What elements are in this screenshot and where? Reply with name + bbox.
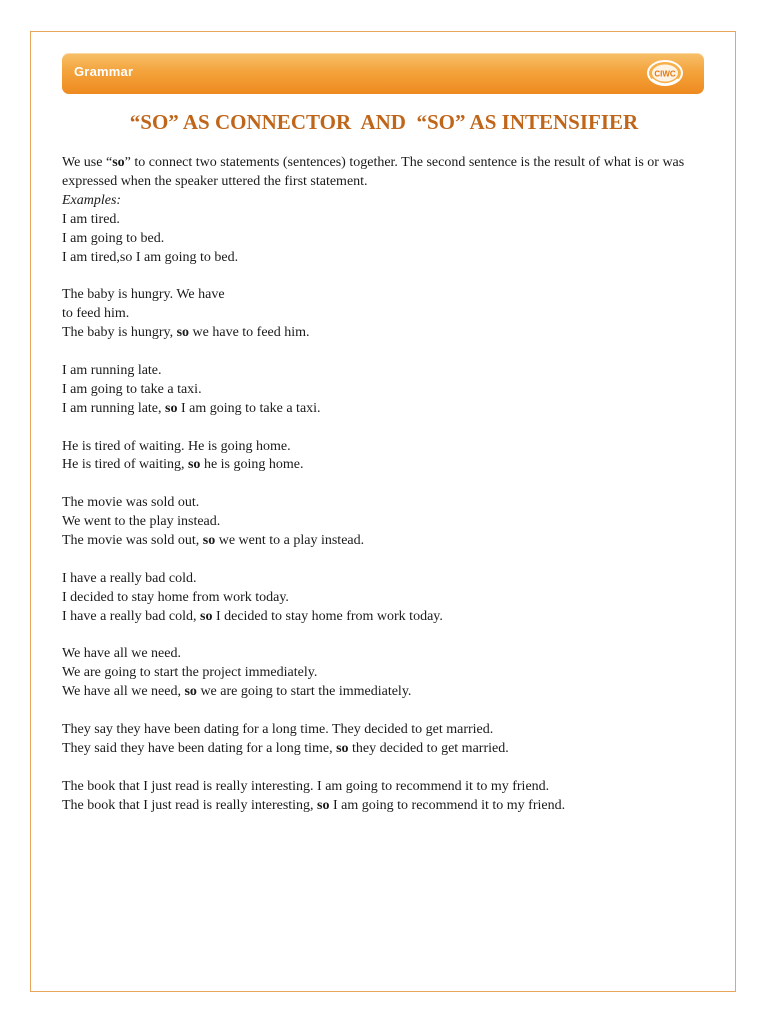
combined-sentence <box>62 532 712 551</box>
combined-before: They said they have been dating for a long time, <box>62 740 337 756</box>
examples-label: Examples: <box>62 192 122 208</box>
connector-keyword: so <box>317 797 330 813</box>
logo-text: CIWC <box>654 69 676 79</box>
example-sentence: The movie was sold out. <box>62 495 200 511</box>
example-sentence: I am tired. <box>62 211 120 227</box>
group-spacer <box>62 702 712 721</box>
section-banner <box>62 53 704 94</box>
example-group <box>62 362 712 419</box>
example-groups <box>62 211 712 816</box>
connector-keyword: so <box>176 325 190 341</box>
combined-before: I am running late, <box>62 400 166 416</box>
connector-keyword: so <box>200 608 213 624</box>
intro-paragraph <box>62 154 712 192</box>
intro-keyword: so <box>112 155 125 170</box>
brand-logo-icon <box>646 59 684 87</box>
combined-after: I decided to stay home from work today. <box>212 608 443 624</box>
combined-after: I am going to recommend it to my friend. <box>329 797 566 813</box>
connector-keyword: so <box>119 249 133 265</box>
combined-after: we are going to start the immediately. <box>196 684 412 700</box>
group-spacer <box>62 343 712 362</box>
example-sentence: We went to the play instead. <box>62 514 221 530</box>
combined-sentence <box>62 797 712 816</box>
combined-after: I am going to bed. <box>132 249 239 265</box>
example-sentence: He is tired of waiting. He is going home. <box>62 438 291 454</box>
combined-sentence <box>62 683 712 702</box>
group-spacer <box>62 419 712 438</box>
banner-label: Grammar <box>74 64 134 79</box>
connector-keyword: so <box>184 684 197 700</box>
example-sentence: I decided to stay home from work today. <box>62 589 289 605</box>
example-sentence: to feed him. <box>62 306 130 322</box>
combined-after: I am going to take a taxi. <box>177 400 321 416</box>
group-spacer <box>62 627 712 646</box>
page-title: “SO” AS CONNECTOR AND “SO” AS INTENSIFIER <box>129 110 639 134</box>
combined-before: I have a really bad cold, <box>62 608 200 624</box>
combined-sentence <box>62 400 712 419</box>
combined-sentence <box>62 456 712 475</box>
connector-keyword: so <box>336 740 349 756</box>
example-sentence: They say they have been dating for a long time. They decided to get married. <box>62 722 494 738</box>
combined-before: The movie was sold out, <box>62 533 203 549</box>
combined-before: We have all we need, <box>62 684 185 700</box>
group-spacer <box>62 267 712 286</box>
combined-sentence <box>62 740 712 759</box>
combined-after: he is going home. <box>200 457 304 473</box>
example-group <box>62 494 712 551</box>
example-sentence: We are going to start the project immediately. <box>62 665 318 681</box>
example-group <box>62 438 712 476</box>
example-group <box>62 286 712 343</box>
connector-keyword: so <box>202 533 216 549</box>
combined-sentence <box>62 249 712 268</box>
intro-text-before: We use “ <box>62 155 113 170</box>
connector-keyword: so <box>165 400 178 416</box>
example-sentence: The baby is hungry. We have <box>62 287 225 303</box>
combined-before: I am tired, <box>62 249 120 265</box>
combined-after: we have to feed him. <box>189 325 310 341</box>
combined-before: He is tired of waiting, <box>62 457 188 473</box>
combined-after: we went to a play instead. <box>215 533 365 549</box>
group-spacer <box>62 759 712 778</box>
example-sentence: I am going to take a taxi. <box>62 381 202 397</box>
combined-sentence <box>62 324 712 343</box>
example-sentence: We have all we need. <box>62 646 181 662</box>
combined-before: The book that I just read is really interesting, <box>62 797 318 813</box>
example-sentence: I am going to bed. <box>62 230 165 246</box>
combined-before: The baby is hungry, <box>62 325 177 341</box>
combined-after: they decided to get married. <box>348 740 509 756</box>
lesson-body <box>62 154 712 816</box>
example-group <box>62 570 712 627</box>
connector-keyword: so <box>187 457 201 473</box>
example-group <box>62 721 712 759</box>
example-sentence: I am running late. <box>62 362 162 378</box>
group-spacer <box>62 475 712 494</box>
intro-text-after: ” to connect two statements (sentences) together. The second sentence is the result of what is or was expressed when the speaker uttered the first statement. <box>62 155 685 189</box>
example-sentence: I have a really bad cold. <box>62 570 197 586</box>
example-group <box>62 211 712 268</box>
example-group <box>62 645 712 702</box>
example-group <box>62 778 712 816</box>
group-spacer <box>62 551 712 570</box>
combined-sentence <box>62 608 712 627</box>
example-sentence: The book that I just read is really interesting. I am going to recommend it to my friend. <box>62 778 550 794</box>
